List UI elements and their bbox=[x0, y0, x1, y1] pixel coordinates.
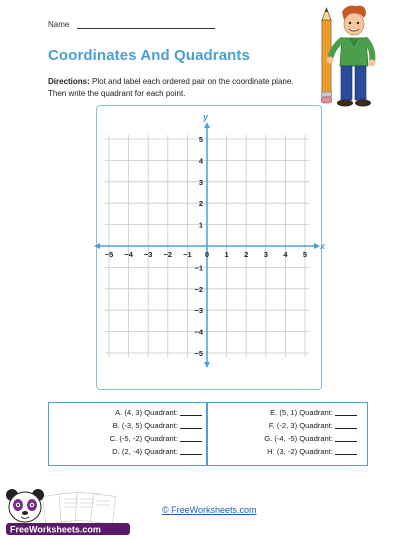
answer-blank[interactable] bbox=[180, 415, 202, 416]
directions-label: Directions: bbox=[48, 77, 90, 86]
answer-label: C. (-5, -2) Quadrant: bbox=[109, 434, 178, 443]
x-tick-label: −1 bbox=[183, 250, 192, 259]
answer-blank[interactable] bbox=[335, 454, 357, 455]
logo-text: FreeWorksheets.com bbox=[10, 524, 101, 535]
coordinate-plane[interactable] bbox=[97, 106, 326, 389]
y-tick-label: 2 bbox=[198, 199, 203, 209]
x-tick-label: 5 bbox=[302, 250, 308, 259]
answer-blank[interactable] bbox=[180, 428, 202, 429]
y-tick-label: 5 bbox=[198, 135, 203, 144]
answer-label: F. (-2, 3) Quadrant: bbox=[268, 421, 333, 430]
answer-label: E. (5, 1) Quadrant: bbox=[270, 408, 333, 417]
coordinate-plane-frame bbox=[96, 105, 326, 390]
y-axis-arrow-up bbox=[204, 122, 210, 128]
y-tick-label: −5 bbox=[194, 349, 203, 358]
answer-item bbox=[264, 434, 357, 443]
x-axis-label: x bbox=[320, 241, 326, 251]
answer-item bbox=[267, 447, 357, 456]
x-tick-label: −2 bbox=[163, 250, 173, 259]
answer-blank[interactable] bbox=[180, 441, 202, 442]
answer-box bbox=[48, 402, 368, 466]
y-axis-label: y bbox=[203, 112, 209, 122]
y-tick-label: −2 bbox=[194, 284, 203, 294]
answer-blank[interactable] bbox=[335, 415, 357, 416]
answer-label: A. (4, 3) Quadrant: bbox=[115, 408, 178, 417]
x-axis-arrow-left bbox=[94, 243, 100, 249]
x-tick-label: 1 bbox=[224, 250, 229, 259]
answer-label: D. (2, -4) Quadrant: bbox=[112, 447, 178, 456]
name-field bbox=[48, 20, 215, 29]
answer-item bbox=[115, 408, 202, 417]
answer-label: H. (3, -2) Quadrant: bbox=[267, 447, 333, 456]
y-tick-label: −4 bbox=[194, 327, 203, 337]
answer-blank[interactable] bbox=[335, 428, 357, 429]
page-title: Coordinates And Quadrants bbox=[48, 47, 250, 64]
footer-link[interactable]: © FreeWorksheets.com bbox=[162, 505, 257, 515]
answer-item bbox=[112, 447, 202, 456]
y-tick-label: −3 bbox=[194, 306, 203, 316]
freeworksheets-logo bbox=[4, 489, 134, 537]
answer-divider bbox=[206, 403, 208, 465]
y-axis-arrow-down bbox=[204, 362, 210, 368]
answer-item bbox=[110, 434, 202, 443]
x-tick-label: −5 bbox=[104, 250, 114, 259]
name-line[interactable] bbox=[77, 28, 215, 29]
answer-item bbox=[269, 421, 357, 430]
x-tick-label: 2 bbox=[244, 250, 249, 259]
boy-with-pencil-illustration bbox=[312, 4, 388, 108]
answer-label: G. (-4, -5) Quadrant: bbox=[264, 434, 333, 443]
x-tick-label: 4 bbox=[283, 250, 288, 259]
answer-label: B. (-3, 5) Quadrant: bbox=[112, 421, 178, 430]
answer-blank[interactable] bbox=[335, 441, 357, 442]
y-tick-label: 3 bbox=[198, 177, 203, 187]
answer-blank[interactable] bbox=[180, 454, 202, 455]
y-tick-label: 4 bbox=[198, 156, 203, 166]
answer-item bbox=[270, 408, 357, 417]
x-tick-label: 0 bbox=[204, 250, 210, 259]
answer-item bbox=[113, 421, 202, 430]
directions-text: Plot and label each ordered pair on the coordinate plane. Then write the quadrant for each point. bbox=[48, 77, 294, 98]
x-tick-label: 3 bbox=[263, 250, 268, 259]
y-tick-label: −1 bbox=[194, 263, 203, 273]
y-tick-label: 1 bbox=[198, 220, 203, 230]
name-label: Name bbox=[48, 20, 70, 29]
x-tick-label: −4 bbox=[124, 250, 133, 259]
directions bbox=[48, 76, 312, 100]
x-tick-label: −3 bbox=[143, 250, 153, 259]
